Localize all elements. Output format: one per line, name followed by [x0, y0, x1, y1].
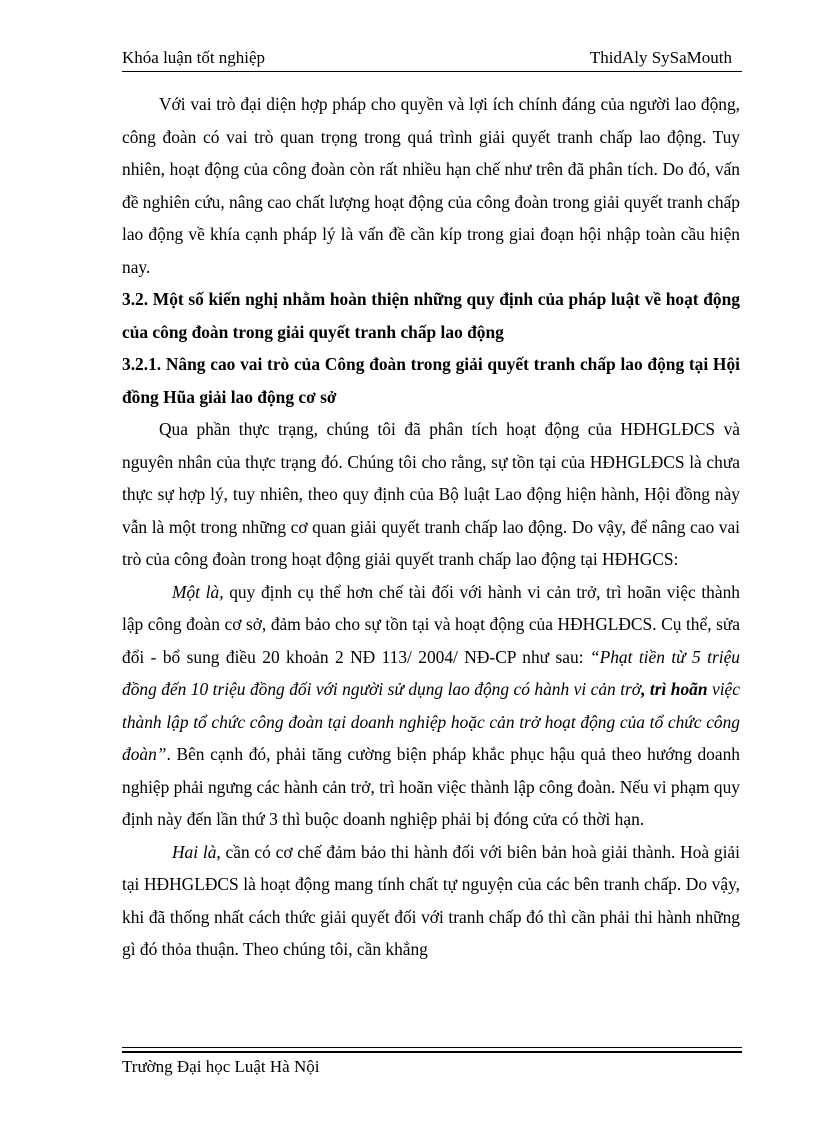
header-thesis-label: Khóa luận tốt nghiệp	[122, 48, 266, 67]
section-heading-3-2: 3.2. Một số kiến nghị nhằm hoàn thiện những quy định của pháp luật về hoạt động của công đoàn trong giải quyết tranh chấp lao động	[122, 289, 740, 342]
header-rule	[122, 71, 742, 72]
paragraph-current-situation: Qua phần thực trạng, chúng tôi đã phân tích hoạt động của HĐHGLĐCS và nguyên nhân của thực trạng đó. Chúng tôi cho rằng, sự tồn tại của HĐHGLĐCS là chưa thực sự hợp lý, tuy nhiên, theo quy định của Bộ luật Lao động hiện hành, Hội đồng này vẫn là một trong những cơ quan giải quyết tranh chấp lao động. Do vậy, để nâng cao vai trò của công đoàn trong hoạt động giải quyết tranh chấp lao động tại HĐHGCS:	[122, 419, 740, 569]
paragraph-second-proposal	[122, 836, 740, 966]
first-proposal-text-end: . Bên cạnh đó, phải tăng cường biện pháp khắc phục hậu quả theo hướng doanh nghiệp phải ngưng các hành cản trở, trì hoãn việc thành lập công đoàn. Nếu vi phạm quy định này đến lần thứ 3 thì buộc doanh nghiệp phải bị đóng cửa có thời hạn.	[122, 744, 740, 829]
first-proposal-quote-emphasis: , trì hoãn	[641, 679, 708, 699]
page-body	[122, 88, 740, 966]
section-heading-3-2-1: 3.2.1. Nâng cao vai trò của Công đoàn trong giải quyết tranh chấp lao động tại Hội đồng Hũa giải lao động cơ sở	[122, 354, 740, 407]
page-footer: Trường Đại học Luật Hà Nội	[122, 1057, 320, 1076]
first-proposal-quote-part1: “Phạt tiền từ 5 triệu đồng đến 10 triệu đồng đối với người sử dụng lao động có hành vi cản trở	[122, 646, 740, 699]
header-author-name: ThidAly SySaMouth	[589, 48, 732, 67]
first-proposal-text: quy định cụ thể hơn chế tài đối với hành vi cản trở, trì hoãn việc thành lập công đoàn cơ sở, đảm bảo cho sự tồn tại và hoạt động của HĐHGLĐCS. Cụ thể, sửa đổi - bổ sung điều 20 khoản 2 NĐ 113/ 2004/ NĐ-CP như sau:	[122, 581, 740, 667]
paragraph-intro: Với vai trò đại diện hợp pháp cho quyền và lợi ích chính đáng của người lao động, công đoàn có vai trò quan trọng trong quá trình giải quyết tranh chấp lao động. Tuy nhiên, hoạt động của công đoàn còn rất nhiều hạn chế như trên đã phân tích. Do đó, vấn đề nghiên cứu, nâng cao chất lượng hoạt động của công đoàn trong giải quyết tranh chấp lao động về khía cạnh pháp lý là vấn đề cần kíp trong giai đoạn hội nhập toàn cầu hiện nay.	[122, 94, 740, 277]
second-proposal-text: , cần có cơ chế đảm bảo thi hành đối với biên bản hoà giải thành. Hoà giải tại HĐHGLĐCS là hoạt động mang tính chất tự nguyện của các bên tranh chấp. Do vậy, khi đã thống nhất cách thức giải quyết đối với tranh chấp đó thì cần phải thi hành những gì đó thỏa thuận. Theo chúng tôi, cần khẳng	[122, 841, 740, 959]
first-proposal-lead: Một là,	[172, 581, 224, 602]
paragraph-first-proposal	[122, 576, 740, 836]
footer-rule-thin	[122, 1047, 742, 1048]
footer-rule-thick	[122, 1051, 742, 1053]
page-header	[122, 48, 742, 72]
first-proposal-quote-part2: việc thành lập tổ chức công đoàn tại doanh nghiệp hoặc cản trở hoạt động của tổ chức công đoàn”	[122, 679, 740, 764]
second-proposal-lead: Hai là	[172, 841, 217, 862]
